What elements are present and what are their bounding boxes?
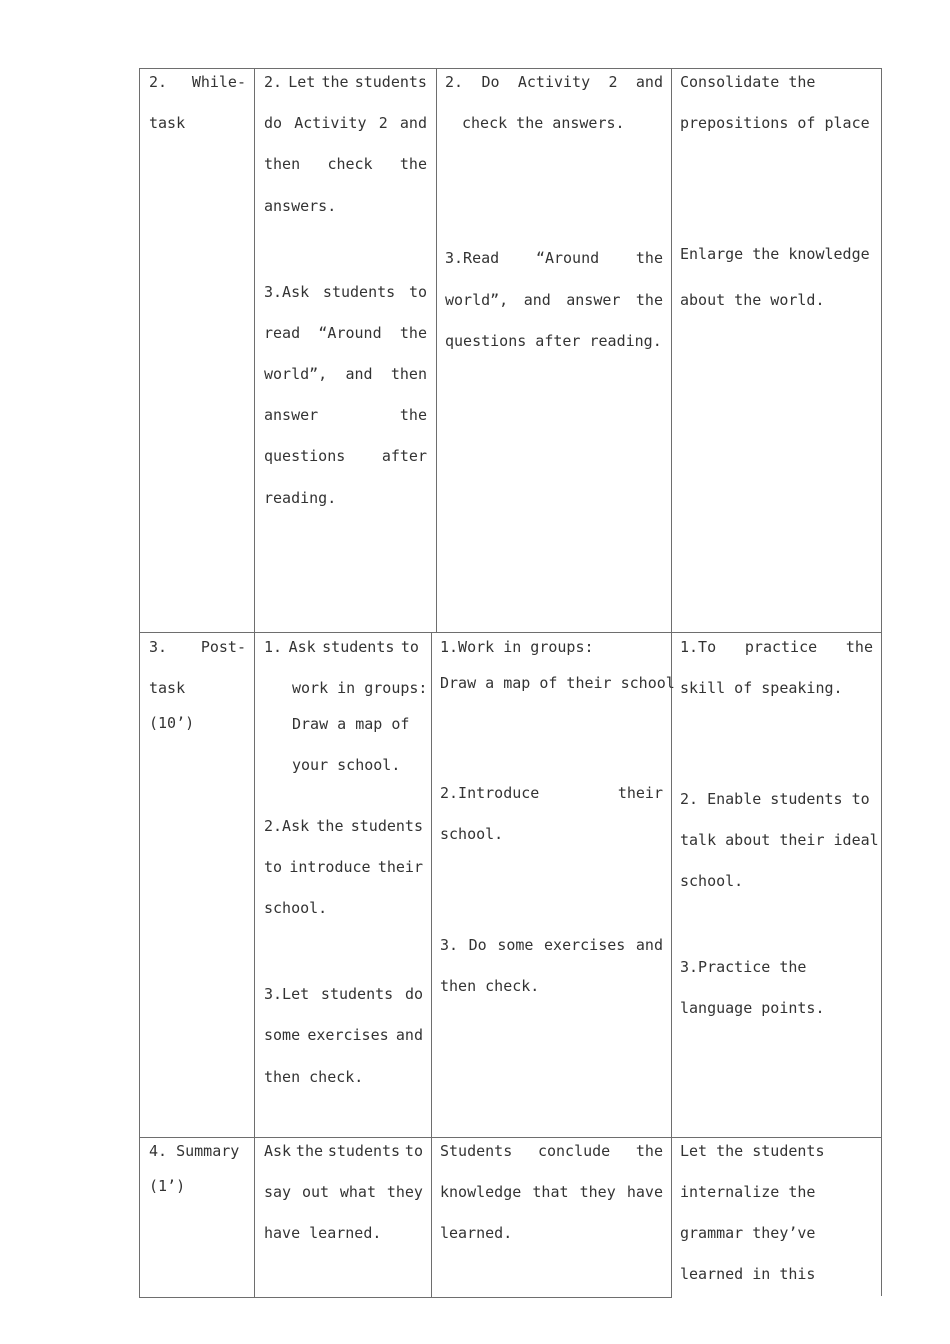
table-border-top bbox=[139, 68, 882, 69]
col-divider-2-row2 bbox=[431, 632, 432, 1298]
stage-cell-line: 3. Post- bbox=[149, 638, 246, 656]
stage-cell-line: task bbox=[149, 114, 186, 132]
table-border-right bbox=[881, 68, 882, 1296]
row-divider-1 bbox=[139, 632, 882, 633]
stage-cell-line: 2. While- bbox=[149, 73, 246, 91]
row-divider-2 bbox=[139, 1137, 882, 1138]
stage-cell-line: 4. Summary bbox=[149, 1142, 240, 1160]
col-divider-2-row1 bbox=[436, 68, 437, 633]
col-divider-1 bbox=[254, 68, 255, 1298]
table-border-bottom bbox=[139, 1297, 672, 1298]
table-border-left bbox=[139, 68, 140, 1298]
